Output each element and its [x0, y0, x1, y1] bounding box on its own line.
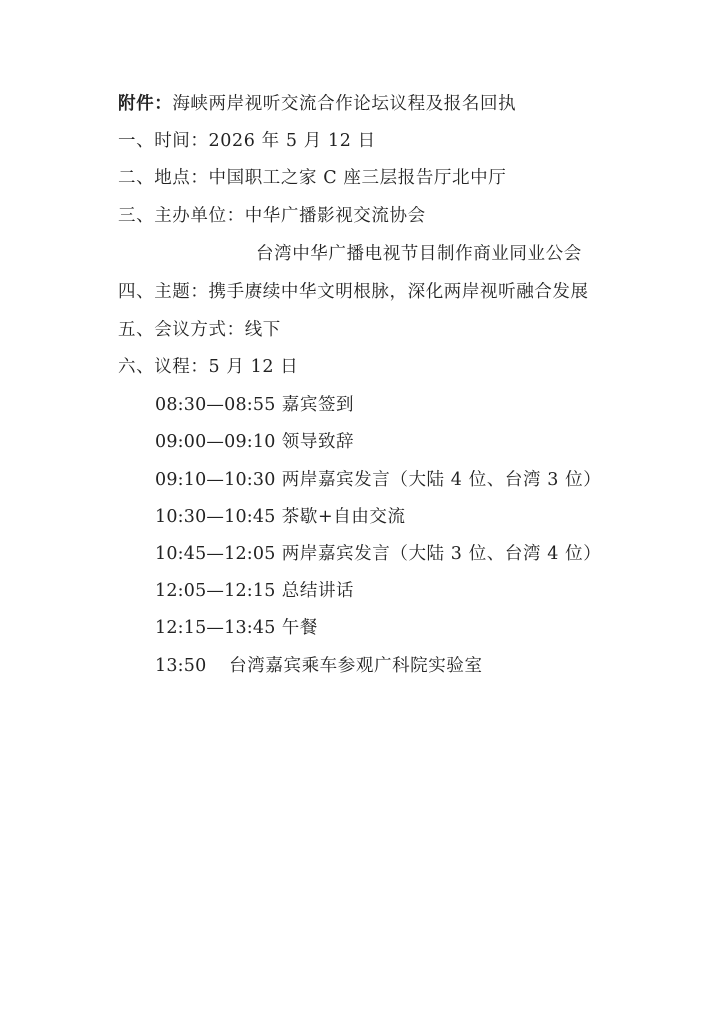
- schedule-event: 嘉宾签到: [281, 395, 355, 415]
- schedule-time: 12:05—12:15: [155, 581, 276, 601]
- attachment-label: 附件：: [118, 94, 173, 114]
- schedule-event: 两岸嘉宾发言（大陆 4 位、台湾 3 位）: [281, 470, 602, 490]
- item-agenda-heading: 六、议程：5 月 12 日: [118, 357, 299, 377]
- schedule-time: 13:50: [155, 656, 207, 676]
- schedule-row: [155, 393, 354, 417]
- schedule-row: [155, 579, 354, 603]
- item-organizer-1: 三、主办单位：中华广播影视交流协会: [118, 206, 426, 226]
- schedule-time: 10:30—10:45: [155, 507, 276, 527]
- schedule-time: 09:10—10:30: [155, 470, 276, 490]
- schedule-row: [155, 654, 483, 678]
- schedule-row: [155, 505, 406, 529]
- item-location: 二、地点：中国职工之家 C 座三层报告厅北中厅: [118, 168, 507, 188]
- schedule-event: 午餐: [281, 618, 318, 638]
- schedule-event: 两岸嘉宾发言（大陆 3 位、台湾 4 位）: [281, 544, 602, 564]
- schedule-event: 总结讲话: [281, 581, 355, 601]
- schedule-row: [155, 616, 318, 640]
- schedule-row: [155, 542, 601, 566]
- attachment-title: 海峡两岸视听交流合作论坛议程及报名回执: [172, 94, 517, 114]
- item-organizer-2: 台湾中华广播电视节目制作商业同业公会: [256, 244, 582, 264]
- item-mode: 五、会议方式：线下: [118, 320, 281, 340]
- schedule-event: 台湾嘉宾乘车参观广科院实验室: [229, 656, 483, 676]
- attachment-title-line: [118, 92, 516, 116]
- schedule-time: 09:00—09:10: [155, 432, 276, 452]
- item-theme: 四、主题：携手赓续中华文明根脉，深化两岸视听融合发展: [118, 282, 589, 302]
- item-time: 一、时间：2026 年 5 月 12 日: [118, 131, 376, 151]
- schedule-event: 茶歇+自由交流: [281, 507, 406, 527]
- schedule-time: 12:15—13:45: [155, 618, 276, 638]
- schedule-time: 08:30—08:55: [155, 395, 276, 415]
- schedule-row: [155, 468, 601, 492]
- schedule-time: 10:45—12:05: [155, 544, 276, 564]
- schedule-row: [155, 430, 354, 454]
- schedule-event: 领导致辞: [281, 432, 355, 452]
